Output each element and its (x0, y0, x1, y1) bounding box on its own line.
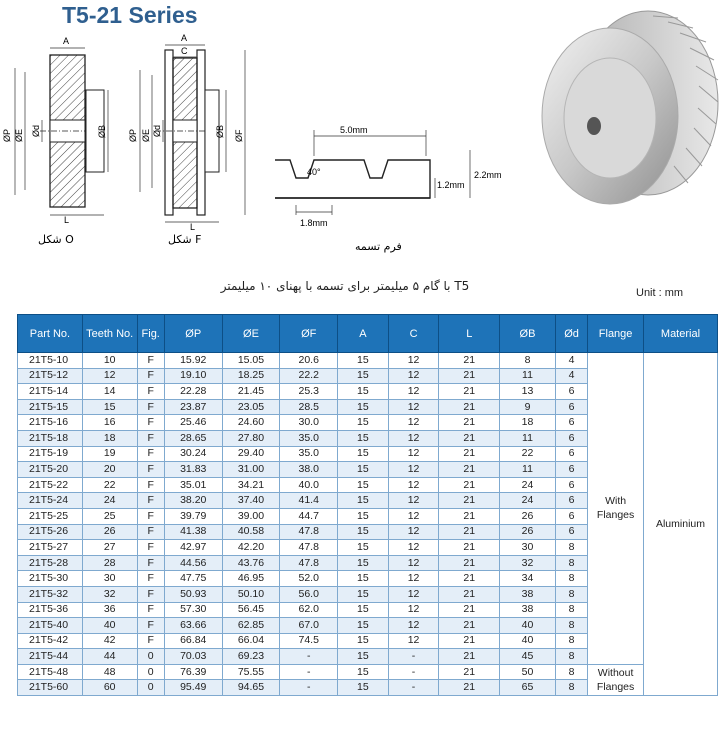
cell-fig: F (137, 430, 164, 446)
cell-e: 21.45 (222, 384, 280, 400)
cell-f: 41.4 (280, 493, 338, 509)
cell-l: 21 (439, 508, 500, 524)
cell-d: 4 (555, 368, 587, 384)
cell-teeth-no: 60 (82, 680, 137, 696)
cell-fig: F (137, 462, 164, 478)
cell-l: 21 (439, 353, 500, 369)
cell-p: 70.03 (164, 649, 222, 665)
cell-teeth-no: 26 (82, 524, 137, 540)
cell-a: 15 (338, 555, 389, 571)
cell-l: 21 (439, 555, 500, 571)
cell-fig: 0 (137, 649, 164, 665)
cell-l: 21 (439, 633, 500, 649)
cell-d: 8 (555, 633, 587, 649)
cell-e: 66.04 (222, 633, 280, 649)
cell-a: 15 (338, 680, 389, 696)
cell-e: 75.55 (222, 664, 280, 680)
cell-part-no: 21T5-12 (18, 368, 83, 384)
cell-b: 65 (500, 680, 556, 696)
cell-b: 26 (500, 524, 556, 540)
flange-without-text: Without (597, 666, 634, 679)
cell-teeth-no: 30 (82, 571, 137, 587)
cell-p: 41.38 (164, 524, 222, 540)
header-c: C (388, 315, 439, 353)
cell-l: 21 (439, 664, 500, 680)
cell-d: 8 (555, 602, 587, 618)
cell-d: 8 (555, 540, 587, 556)
cell-c: - (388, 649, 439, 665)
pulley-photo (528, 8, 723, 208)
cell-part-no: 21T5-20 (18, 462, 83, 478)
cell-b: 40 (500, 633, 556, 649)
cell-teeth-no: 32 (82, 586, 137, 602)
cell-part-no: 21T5-44 (18, 649, 83, 665)
cell-teeth-no: 28 (82, 555, 137, 571)
header-part-no: Part No. (18, 315, 83, 353)
cell-d: 6 (555, 384, 587, 400)
cell-d: 8 (555, 649, 587, 665)
spec-table (17, 314, 718, 696)
cell-b: 30 (500, 540, 556, 556)
cell-e: 56.45 (222, 602, 280, 618)
cell-l: 21 (439, 540, 500, 556)
cell-a: 15 (338, 384, 389, 400)
cell-e: 40.58 (222, 524, 280, 540)
cell-p: 28.65 (164, 430, 222, 446)
cell-a: 15 (338, 446, 389, 462)
cell-l: 21 (439, 586, 500, 602)
cell-b: 11 (500, 430, 556, 446)
cell-l: 21 (439, 399, 500, 415)
cell-l: 21 (439, 368, 500, 384)
cell-fig: F (137, 368, 164, 384)
cell-a: 15 (338, 415, 389, 431)
table-row (18, 353, 718, 369)
cell-teeth-no: 14 (82, 384, 137, 400)
dim-label-d: Ød (31, 124, 41, 137)
cell-p: 23.87 (164, 399, 222, 415)
cell-e: 46.95 (222, 571, 280, 587)
dim-label-c: C (181, 46, 188, 56)
cell-l: 21 (439, 462, 500, 478)
cell-f: 30.0 (280, 415, 338, 431)
cell-f: 74.5 (280, 633, 338, 649)
dim-label-a: A (63, 36, 70, 46)
cell-fig: 0 (137, 664, 164, 680)
cell-part-no: 21T5-25 (18, 508, 83, 524)
cell-b: 32 (500, 555, 556, 571)
cell-e: 69.23 (222, 649, 280, 665)
cell-teeth-no: 25 (82, 508, 137, 524)
cell-e: 18.25 (222, 368, 280, 384)
cell-c: 12 (388, 633, 439, 649)
cell-teeth-no: 27 (82, 540, 137, 556)
cell-l: 21 (439, 430, 500, 446)
cell-b: 34 (500, 571, 556, 587)
cell-f: - (280, 664, 338, 680)
cell-p: 63.66 (164, 618, 222, 634)
cell-a: 15 (338, 399, 389, 415)
belt-profile-drawing (275, 125, 502, 253)
flange-with-cell (588, 353, 644, 665)
header-flange: Flange (588, 315, 644, 353)
cell-a: 15 (338, 353, 389, 369)
cell-f: 44.7 (280, 508, 338, 524)
cell-teeth-no: 36 (82, 602, 137, 618)
cell-c: 12 (388, 524, 439, 540)
dim-label-l: L (64, 215, 70, 225)
cell-c: 12 (388, 571, 439, 587)
cell-c: 12 (388, 430, 439, 446)
dim-label-a-f: A (181, 33, 188, 43)
cell-part-no: 21T5-22 (18, 477, 83, 493)
cell-b: 13 (500, 384, 556, 400)
cell-fig: F (137, 524, 164, 540)
cell-p: 42.97 (164, 540, 222, 556)
cell-b: 24 (500, 477, 556, 493)
figure-o-label: شکل O (38, 233, 74, 246)
cell-a: 15 (338, 633, 389, 649)
cell-f: 22.2 (280, 368, 338, 384)
cell-teeth-no: 16 (82, 415, 137, 431)
cell-d: 8 (555, 555, 587, 571)
cell-f: 56.0 (280, 586, 338, 602)
cell-part-no: 21T5-19 (18, 446, 83, 462)
cell-p: 39.79 (164, 508, 222, 524)
cell-part-no: 21T5-10 (18, 353, 83, 369)
cell-b: 9 (500, 399, 556, 415)
cell-part-no: 21T5-36 (18, 602, 83, 618)
header-p: ØP (164, 315, 222, 353)
cell-fig: F (137, 571, 164, 587)
cell-p: 57.30 (164, 602, 222, 618)
cell-fig: F (137, 446, 164, 462)
cell-d: 6 (555, 430, 587, 446)
cell-d: 4 (555, 353, 587, 369)
cell-f: 38.0 (280, 462, 338, 478)
cell-c: 12 (388, 415, 439, 431)
header-teeth-no: Teeth No. (82, 315, 137, 353)
cell-teeth-no: 10 (82, 353, 137, 369)
cell-fig: F (137, 353, 164, 369)
cell-p: 30.24 (164, 446, 222, 462)
figure-o-drawing (2, 36, 108, 246)
belt-tooth-height-label: 1.2mm (437, 180, 465, 190)
cell-part-no: 21T5-15 (18, 399, 83, 415)
cell-part-no: 21T5-60 (18, 680, 83, 696)
cell-d: 6 (555, 462, 587, 478)
cell-e: 43.76 (222, 555, 280, 571)
cell-fig: F (137, 586, 164, 602)
cell-a: 15 (338, 664, 389, 680)
cell-c: 12 (388, 540, 439, 556)
table-row (18, 664, 718, 680)
cell-p: 25.46 (164, 415, 222, 431)
header-d: Ød (555, 315, 587, 353)
table-subtitle: T5 با گام ۵ میلیمتر برای تسمه با پهنای ۱۰ میلیمتر (220, 279, 470, 293)
dim-label-e-f: ØE (141, 128, 151, 142)
cell-fig: 0 (137, 680, 164, 696)
header-material: Material (643, 315, 717, 353)
header-e: ØE (222, 315, 280, 353)
cell-e: 31.00 (222, 462, 280, 478)
belt-total-height-label: 2.2mm (474, 170, 502, 180)
cell-c: 12 (388, 353, 439, 369)
cell-a: 15 (338, 462, 389, 478)
cell-l: 21 (439, 524, 500, 540)
cell-part-no: 21T5-32 (18, 586, 83, 602)
cell-l: 21 (439, 477, 500, 493)
cell-part-no: 21T5-40 (18, 618, 83, 634)
cell-fig: F (137, 415, 164, 431)
cell-p: 95.49 (164, 680, 222, 696)
dim-label-e: ØE (14, 128, 24, 142)
header-a: A (338, 315, 389, 353)
cell-part-no: 21T5-26 (18, 524, 83, 540)
cell-fig: F (137, 384, 164, 400)
cell-e: 34.21 (222, 477, 280, 493)
cell-c: - (388, 680, 439, 696)
page-title: T5-21 Series (62, 2, 198, 28)
cell-c: 12 (388, 602, 439, 618)
cell-d: 6 (555, 508, 587, 524)
cell-b: 40 (500, 618, 556, 634)
cell-b: 8 (500, 353, 556, 369)
cell-b: 24 (500, 493, 556, 509)
cell-e: 94.65 (222, 680, 280, 696)
cell-c: 12 (388, 384, 439, 400)
unit-label: Unit : mm (636, 287, 684, 299)
table-body (18, 353, 718, 696)
cell-b: 11 (500, 462, 556, 478)
cell-c: 12 (388, 508, 439, 524)
dim-label-f: ØF (234, 129, 244, 142)
cell-fig: F (137, 555, 164, 571)
cell-teeth-no: 42 (82, 633, 137, 649)
cell-fig: F (137, 399, 164, 415)
cell-p: 47.75 (164, 571, 222, 587)
cell-a: 15 (338, 524, 389, 540)
cell-part-no: 21T5-24 (18, 493, 83, 509)
cell-p: 38.20 (164, 493, 222, 509)
belt-tooth-width-label: 1.8mm (300, 218, 328, 228)
cell-c: 12 (388, 618, 439, 634)
cell-part-no: 21T5-14 (18, 384, 83, 400)
cell-c: 12 (388, 446, 439, 462)
cell-l: 21 (439, 680, 500, 696)
cell-l: 21 (439, 415, 500, 431)
cell-part-no: 21T5-48 (18, 664, 83, 680)
cell-e: 62.85 (222, 618, 280, 634)
cell-e: 42.20 (222, 540, 280, 556)
cell-a: 15 (338, 571, 389, 587)
cell-b: 18 (500, 415, 556, 431)
cell-c: 12 (388, 586, 439, 602)
cell-a: 15 (338, 540, 389, 556)
dim-label-d-f: Ød (152, 124, 162, 137)
cell-c: 12 (388, 368, 439, 384)
cell-p: 31.83 (164, 462, 222, 478)
cell-a: 15 (338, 586, 389, 602)
belt-pitch-label: 5.0mm (340, 125, 368, 135)
cell-teeth-no: 20 (82, 462, 137, 478)
belt-profile-label: فرم تسمه (355, 240, 402, 253)
cell-f: 47.8 (280, 555, 338, 571)
cell-a: 15 (338, 602, 389, 618)
figure-f-label: شکل F (168, 233, 202, 246)
cell-p: 22.28 (164, 384, 222, 400)
cell-e: 37.40 (222, 493, 280, 509)
cell-f: - (280, 649, 338, 665)
cell-d: 6 (555, 446, 587, 462)
cell-f: 62.0 (280, 602, 338, 618)
cell-b: 38 (500, 602, 556, 618)
material-cell: Aluminium (643, 353, 717, 696)
cell-f: 40.0 (280, 477, 338, 493)
cell-f: 35.0 (280, 446, 338, 462)
cell-e: 29.40 (222, 446, 280, 462)
header-fig: Fig. (137, 315, 164, 353)
cell-f: 28.5 (280, 399, 338, 415)
dim-label-b-f: ØB (215, 124, 225, 138)
cell-fig: F (137, 477, 164, 493)
cell-d: 6 (555, 524, 587, 540)
cell-d: 8 (555, 618, 587, 634)
cell-p: 44.56 (164, 555, 222, 571)
cell-b: 22 (500, 446, 556, 462)
cell-l: 21 (439, 446, 500, 462)
cell-e: 15.05 (222, 353, 280, 369)
cell-part-no: 21T5-18 (18, 430, 83, 446)
cell-p: 66.84 (164, 633, 222, 649)
cell-f: 47.8 (280, 540, 338, 556)
cell-teeth-no: 40 (82, 618, 137, 634)
cell-f: 47.8 (280, 524, 338, 540)
cell-c: 12 (388, 493, 439, 509)
cell-c: 12 (388, 477, 439, 493)
cell-b: 45 (500, 649, 556, 665)
header-f: ØF (280, 315, 338, 353)
cell-b: 26 (500, 508, 556, 524)
cell-teeth-no: 18 (82, 430, 137, 446)
table-header-row (18, 315, 718, 353)
cell-teeth-no: 12 (82, 368, 137, 384)
cell-l: 21 (439, 384, 500, 400)
cell-a: 15 (338, 368, 389, 384)
cell-d: 6 (555, 399, 587, 415)
cell-d: 8 (555, 664, 587, 680)
cell-fig: F (137, 633, 164, 649)
cell-d: 8 (555, 571, 587, 587)
cell-c: - (388, 664, 439, 680)
cell-l: 21 (439, 493, 500, 509)
cell-a: 15 (338, 508, 389, 524)
belt-angle-label: 40° (307, 167, 321, 177)
cell-b: 38 (500, 586, 556, 602)
cell-f: 35.0 (280, 430, 338, 446)
figure-f-drawing (128, 33, 245, 246)
cell-fig: F (137, 602, 164, 618)
cell-d: 6 (555, 415, 587, 431)
cell-teeth-no: 15 (82, 399, 137, 415)
dim-label-p-f: ØP (128, 128, 138, 142)
cell-l: 21 (439, 602, 500, 618)
cell-b: 11 (500, 368, 556, 384)
cell-a: 15 (338, 477, 389, 493)
cell-p: 15.92 (164, 353, 222, 369)
cell-e: 24.60 (222, 415, 280, 431)
cell-e: 50.10 (222, 586, 280, 602)
dim-label-b: ØB (97, 124, 107, 138)
cell-part-no: 21T5-28 (18, 555, 83, 571)
dim-label-l-f: L (190, 222, 196, 232)
cell-l: 21 (439, 571, 500, 587)
cell-part-no: 21T5-16 (18, 415, 83, 431)
cell-teeth-no: 44 (82, 649, 137, 665)
cell-teeth-no: 24 (82, 493, 137, 509)
cell-d: 8 (555, 586, 587, 602)
cell-teeth-no: 48 (82, 664, 137, 680)
cell-e: 27.80 (222, 430, 280, 446)
dim-label-p: ØP (2, 128, 12, 142)
header-b: ØB (500, 315, 556, 353)
cell-f: 25.3 (280, 384, 338, 400)
cell-p: 35.01 (164, 477, 222, 493)
cell-part-no: 21T5-27 (18, 540, 83, 556)
cell-d: 6 (555, 477, 587, 493)
cell-f: - (280, 680, 338, 696)
flange-without-text: Flanges (596, 680, 635, 693)
cell-a: 15 (338, 649, 389, 665)
cell-fig: F (137, 618, 164, 634)
cell-d: 6 (555, 493, 587, 509)
cell-e: 23.05 (222, 399, 280, 415)
cell-c: 12 (388, 399, 439, 415)
cell-a: 15 (338, 618, 389, 634)
cell-p: 19.10 (164, 368, 222, 384)
header-l: L (439, 315, 500, 353)
cell-part-no: 21T5-42 (18, 633, 83, 649)
cell-fig: F (137, 493, 164, 509)
flange-with-text: Flanges (596, 509, 635, 522)
cell-f: 52.0 (280, 571, 338, 587)
cell-l: 21 (439, 618, 500, 634)
technical-drawings (0, 30, 520, 260)
cell-e: 39.00 (222, 508, 280, 524)
cell-c: 12 (388, 462, 439, 478)
cell-f: 20.6 (280, 353, 338, 369)
cell-fig: F (137, 508, 164, 524)
cell-a: 15 (338, 493, 389, 509)
cell-p: 50.93 (164, 586, 222, 602)
cell-fig: F (137, 540, 164, 556)
cell-f: 67.0 (280, 618, 338, 634)
flange-with-text: With (605, 495, 627, 508)
flange-without-cell (588, 664, 644, 695)
cell-b: 50 (500, 664, 556, 680)
cell-a: 15 (338, 430, 389, 446)
cell-c: 12 (388, 555, 439, 571)
cell-part-no: 21T5-30 (18, 571, 83, 587)
cell-l: 21 (439, 649, 500, 665)
cell-d: 8 (555, 680, 587, 696)
cell-teeth-no: 22 (82, 477, 137, 493)
cell-teeth-no: 19 (82, 446, 137, 462)
cell-p: 76.39 (164, 664, 222, 680)
